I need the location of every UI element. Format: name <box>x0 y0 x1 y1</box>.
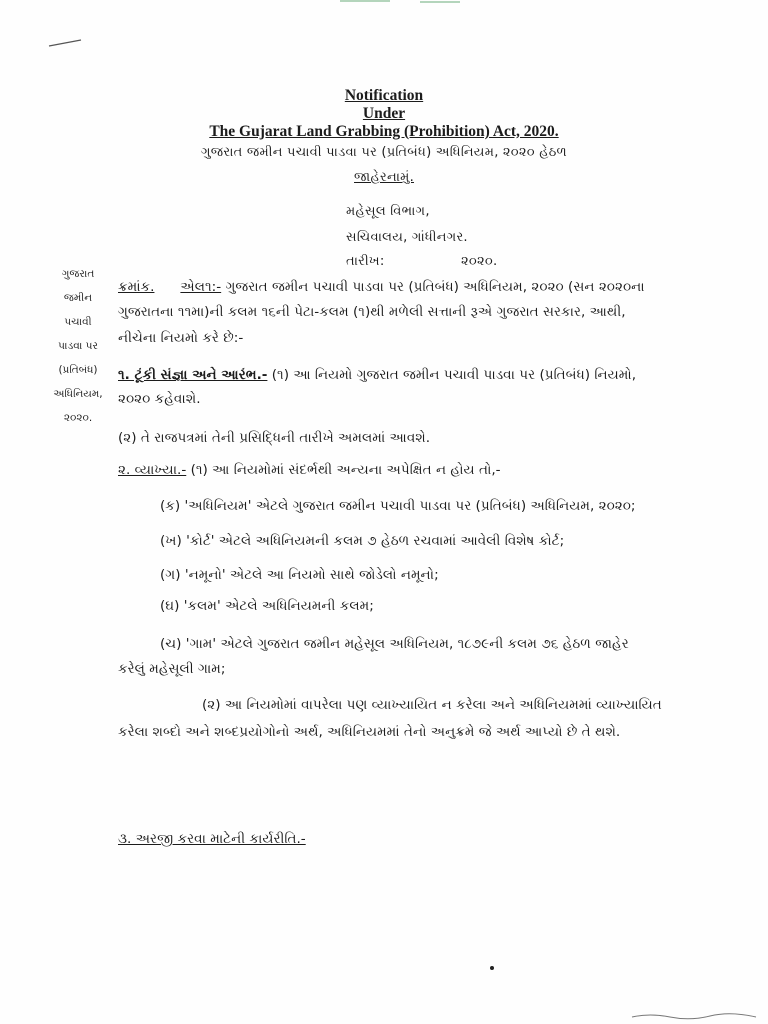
rule2-item-cha-line-2: કરેલું મહેસૂલી ગામ; <box>118 661 226 677</box>
rule1-line-1 <box>118 367 636 383</box>
rule2-line-1 <box>118 462 501 478</box>
margin-note-line: ૨૦૨૦. <box>63 412 93 424</box>
heading-notification: Notification <box>344 87 424 104</box>
order-number-label: ક્રમાંક. <box>118 279 155 295</box>
margin-note-line: (પ્રતિબંધ) <box>58 364 98 376</box>
rule2-sub2-line-1: (૨) આ નિયમોમાં વાપરેલા પણ વ્યાખ્યાયિત ન કરેલા અને અધિનિયમમાં વ્યાખ્યાયિત <box>202 697 662 713</box>
rule1-line-2: ૨૦૨૦ કહેવાશે. <box>118 391 201 407</box>
order-line-2: ગુજરાતના ૧૧મા)ની કલમ ૧૬ની પેટા-કલમ (૧)થી મળેલી સત્તાની રૂએ ગુજરાત સરકાર, આથી, <box>118 304 626 320</box>
margin-note-line: પાડવા પર <box>58 340 98 352</box>
order-line-1-text: ગુજરાત જમીન પચાવી પાડવા પર (પ્રતિબંધ) અધિનિયમ, ૨૦૨૦ (સન ૨૦૨૦ના <box>225 279 645 295</box>
rule2-item-kha: (ખ) 'કોર્ટ' એટલે અધિનિયમની કલમ ૭ હેઠળ રચવામાં આવેલી વિશેષ કોર્ટ; <box>160 533 565 549</box>
order-line-1 <box>118 279 645 295</box>
rule2-intro: (૧) આ નિયમોમાં સંદર્ભથી અન્યના અપેક્ષિત ન હોય તો,- <box>190 462 501 478</box>
rule2-item-ka: (ક) 'અધિનિયમ' એટલે ગુજરાત જમીન પચાવી પાડવા પર (પ્રતિબંધ) અધિનિયમ, ૨૦૨૦; <box>160 498 636 514</box>
margin-note <box>48 262 108 430</box>
rule2-sub2-line-2: કરેલા શબ્દો અને શબ્દપ્રયોગોનો અર્થ, અધિનિયમમાં તેનો અનુક્રમે જે અર્થ આપ્યો છે તે થશે. <box>118 724 621 740</box>
rule2-item-ga: (ગ) 'નમૂનો' એટલે આ નિયમો સાથે જોડેલો નમૂનો; <box>160 567 439 583</box>
heading-act-title: The Gujarat Land Grabbing (Prohibition) Act, 2020. <box>209 123 559 140</box>
order-line-3: નીચેના નિયમો કરે છે:- <box>118 330 244 346</box>
rule2-item-cha-line-1: (ચ) 'ગામ' એટલે ગુજરાત જમીન મહેસૂલ અધિનિયમ, ૧૮૭૯ની કલમ ૭૬ હેઠળ જાહેર <box>160 636 629 652</box>
rule3-heading-text: ૩. અરજી કરવા માટેની કાર્યરીતિ.- <box>118 831 306 847</box>
rule1-line-1-text: (૧) આ નિયમો ગુજરાત જમીન પચાવી પાડવા પર (પ્રતિબંધ) નિયમો, <box>271 367 637 383</box>
bottom-ink-mark <box>630 1012 760 1020</box>
heading-jaaheranamu: જાહેરનામું. <box>354 170 414 185</box>
department-name: મહેસૂલ વિભાગ, <box>346 204 430 219</box>
pen-scribble-mark <box>48 38 84 48</box>
top-ink-mark <box>330 0 480 4</box>
rule3-heading <box>118 831 306 847</box>
rule2-heading: ૨. વ્યાખ્યા.- <box>118 462 187 478</box>
margin-note-line: અધિનિયમ, <box>53 388 103 400</box>
heading-under: Under <box>362 105 406 122</box>
office-name: સચિવાલય, ગાંધીનગર. <box>346 230 468 245</box>
ink-dot <box>490 966 494 970</box>
margin-note-line: ગુજરાત <box>61 268 95 280</box>
margin-note-line: પચાવી <box>64 316 92 328</box>
rule1-heading: ૧. ટૂંકી સંજ્ઞા અને આરંભ.- <box>118 367 268 383</box>
rule2-item-gha: (ઘ) 'કલમ' એટલે અધિનિયમની કલમ; <box>160 598 374 614</box>
heading-gujarati-title: ગુજરાત જમીન પચાવી પાડવા પર (પ્રતિબંધ) અધિનિયમ, ૨૦૨૦ હેઠળ <box>201 145 567 160</box>
order-number-value: એલ૧:- <box>180 279 222 295</box>
rule1-sub2: (૨) તે રાજપત્રમાં તેની પ્રસિદ્ધિની તારીખે અમલમાં આવશે. <box>118 430 431 446</box>
margin-note-line: જમીન <box>63 292 93 304</box>
date-year: ૨૦૨૦. <box>461 254 498 269</box>
date-label: તારીખ: <box>346 254 385 269</box>
